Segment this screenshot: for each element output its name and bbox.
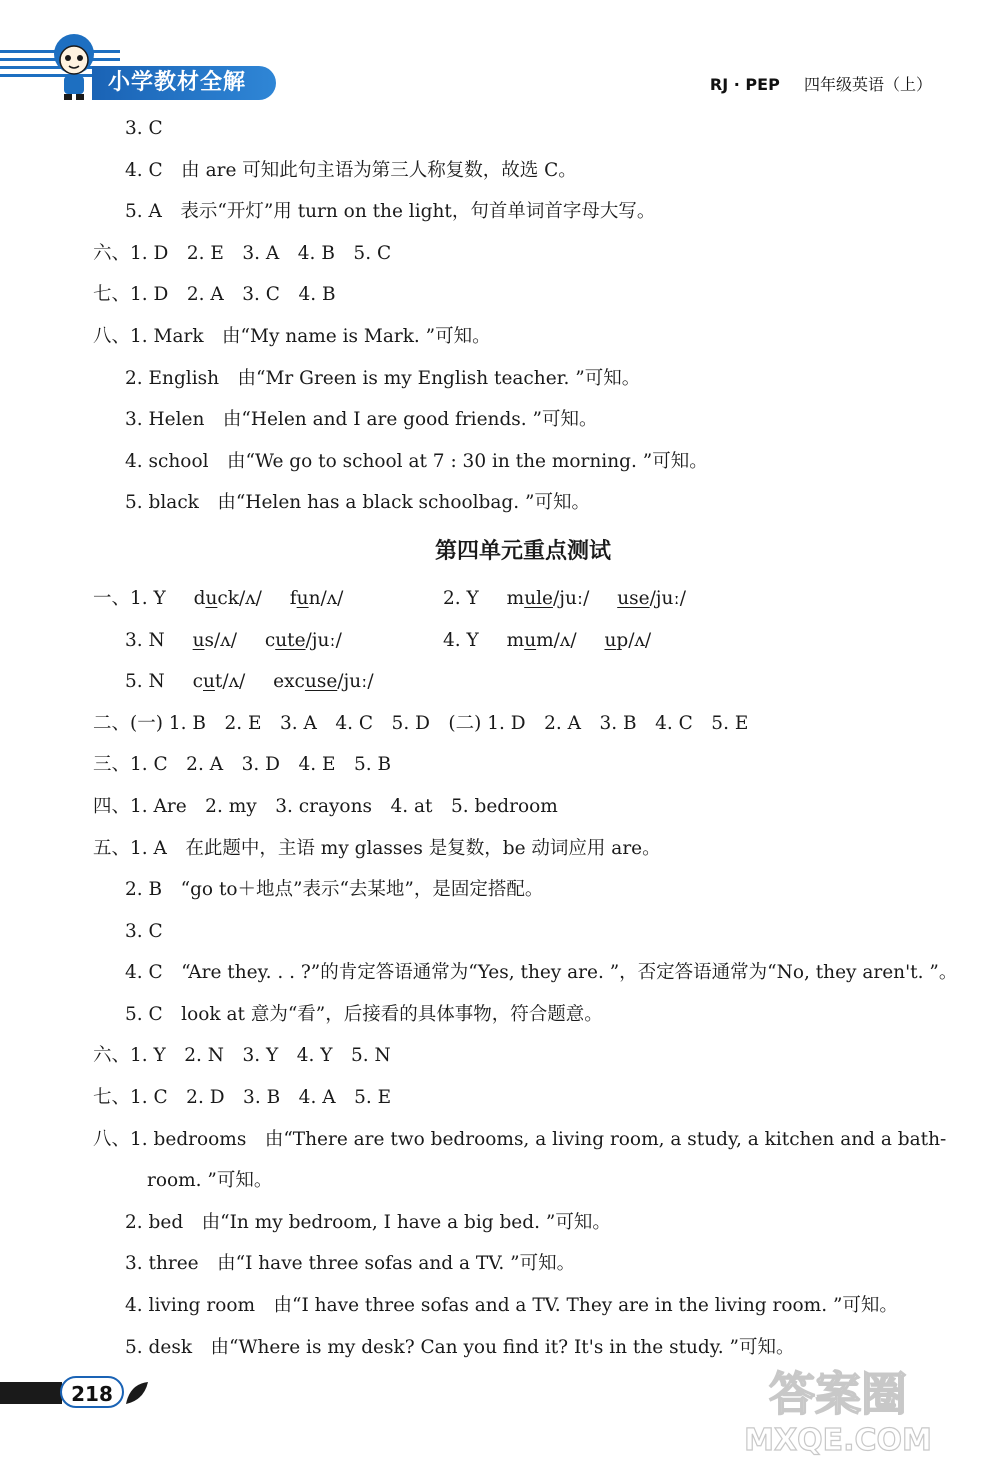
answer-line: 八、1. bedrooms 由“There are two bedrooms, a living room, a study, a kitchen and a bath- [93,1128,947,1150]
answer-line: 2. bed 由“In my bedroom, I have a big bed. ”可知。 [125,1211,611,1233]
answer-line: 四、1. Are 2. my 3. crayons 4. at 5. bedroom [93,795,558,817]
phonics-word: mum/ʌ/ [506,629,577,651]
answer-line: 六、1. D 2. E 3. A 4. B 5. C [93,242,392,264]
phonics-word: fun/ʌ/ [289,587,344,609]
phonics-word: duck/ʌ/ [193,587,262,609]
phonics-word: up/ʌ/ [604,629,652,651]
subject-label: 四年级英语（上） [803,75,932,94]
answer-line: 4. living room 由“I have three sofas and a TV. They are in the living room. ”可知。 [125,1295,898,1317]
leaf-icon [122,1378,152,1408]
phonics-row-2: 3. N us/ʌ/ cute/juː/ 4. Y mum/ʌ/ up/ʌ/ [93,620,953,662]
page-header [0,0,1000,110]
answer-line: 七、1. D 2. A 3. C 4. B [93,284,336,306]
header-edition-info [710,72,932,95]
page-footer [0,1372,180,1412]
answer-line: 五、1. A 在此题中，主语 my glasses 是复数，be 动词应用 are。 [93,837,661,859]
edition-code: RJ · PEP [709,75,780,94]
watermark-logo [688,1358,988,1458]
phonics-col2: 4. Y mum/ʌ/ up/ʌ/ [443,629,652,651]
phonics-word: cute/juː/ [264,629,342,651]
svg-text:答案圈: 答案圈 [769,1367,907,1421]
answer-line: 3. three 由“I have three sofas and a TV. ”可知。 [125,1253,576,1275]
answer-line: 七、1. C 2. D 3. B 4. A 5. E [93,1087,392,1109]
answer-line: 5. black 由“Helen has a black schoolbag. ”可知。 [125,492,590,514]
answer-line: 3. C [125,118,163,139]
unit4-answers-block [93,703,958,1369]
answer-line: 5. desk 由“Where is my desk? Can you find it? It's in the study. ”可知。 [125,1336,795,1358]
answer-line: 4. C “Are they. . . ?”的肯定答语通常为“Yes, they are. ”，否定答语通常为“No, they aren't. ”。 [125,962,958,984]
phonics-word: use/juː/ [617,587,686,609]
answer-line: 4. school 由“We go to school at 7 : 30 in the morning. ”可知。 [125,450,708,472]
answer-line: 2. B “go to＋地点”表示“去某地”，是固定搭配。 [125,879,544,901]
answer-line: 5. C look at 意为“看”，后接看的具体事物，符合题意。 [125,1003,603,1025]
book-title-banner: 小学教材全解 [92,66,276,100]
answer-line: 5. A 表示“开灯”用 turn on the light，句首单词首字母大写。 [125,201,656,223]
footer-bar [0,1382,62,1404]
answer-line: 2. English 由“Mr Green is my English teacher. ”可知。 [125,367,641,389]
phonics-row-3: 5. N cut/ʌ/ excuse/juː/ [125,671,374,693]
answer-line: 三、1. C 2. A 3. D 4. E 5. B [93,754,392,776]
answer-line: 4. C 由 are 可知此句主语为第三人称复数，故选 C。 [125,159,577,181]
answer-line: 3. C [125,920,163,942]
answer-line: 3. Helen 由“Helen and I are good friends. ”可知。 [125,409,598,431]
answer-line: room. ”可知。 [147,1170,273,1192]
phonics-col2: 2. Y mule/juː/ use/juː/ [443,587,686,609]
phonics-word: us/ʌ/ [192,629,237,651]
phonics-row-1: 一、1. Y duck/ʌ/ fun/ʌ/ 2. Y mule/juː/ use/juː/ [93,578,953,620]
answer-line: 六、1. Y 2. N 3. Y 4. Y 5. N [93,1045,391,1067]
phonics-word: excuse/juː/ [273,671,374,693]
answer-line: 八、1. Mark 由“My name is Mark. ”可知。 [93,325,491,347]
page-number: 218 [60,1376,124,1408]
section-title: 第四单元重点测试 [434,538,611,564]
svg-text:MXQE.COM: MXQE.COM [744,1423,932,1458]
phonics-word: cut/ʌ/ [192,671,246,693]
answer-content [93,108,958,1368]
unit3-answers-block [93,108,953,524]
answer-line: 二、(一) 1. B 2. E 3. A 4. C 5. D (二) 1. D 2. A 3. B 4. C 5. E [93,712,749,734]
phonics-word: mule/juː/ [506,587,590,609]
